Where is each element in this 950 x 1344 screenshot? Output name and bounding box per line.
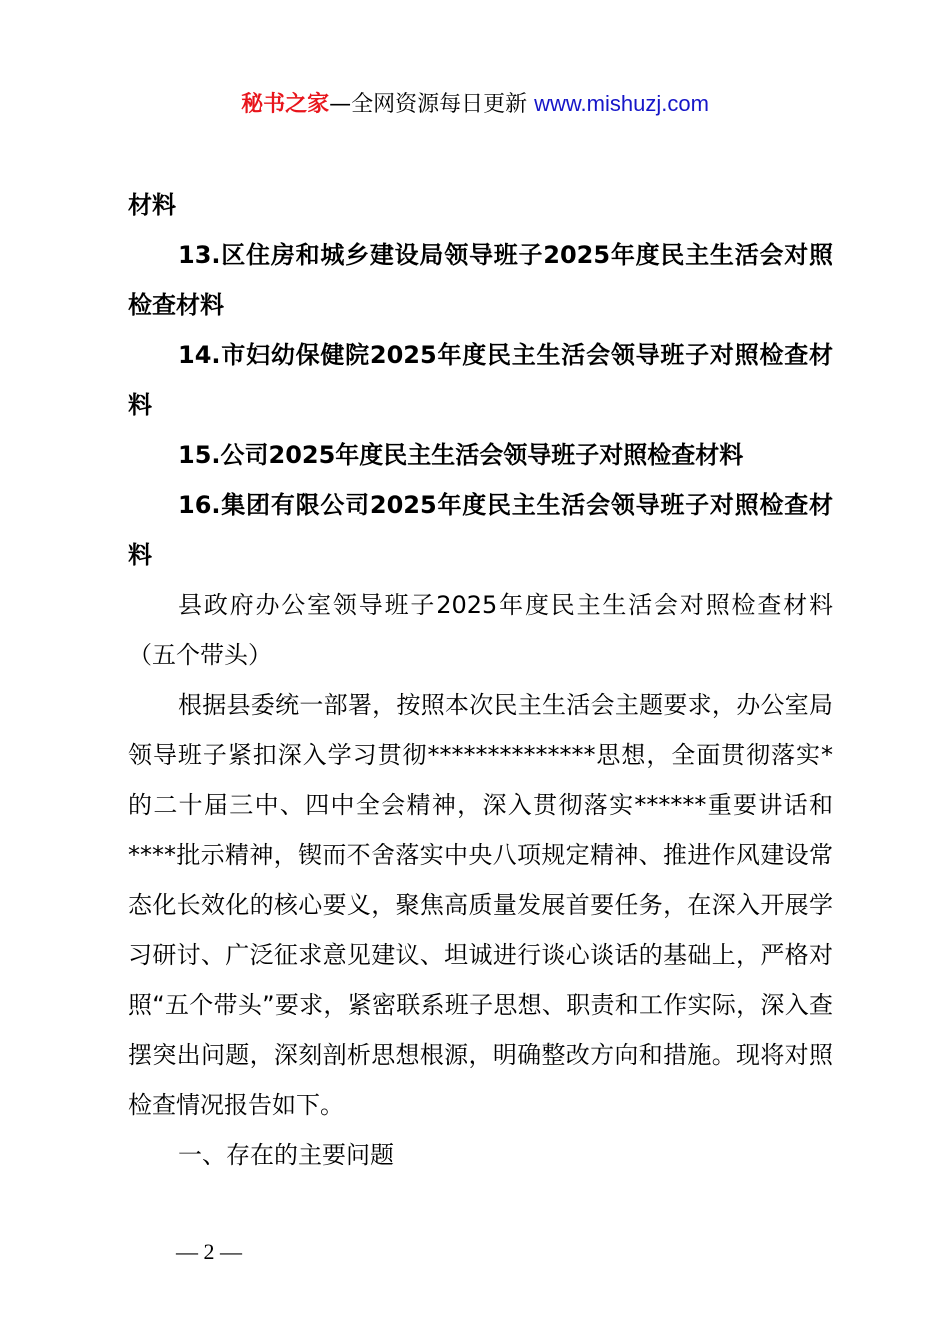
document-body bbox=[128, 180, 833, 1180]
document-title: 县政府办公室领导班子2025年度民主生活会对照检查材料（五个带头） bbox=[128, 591, 833, 669]
list-item-15: 15.公司2025年度民主生活会领导班子对照检查材料 bbox=[178, 441, 744, 469]
list-item-continued: 材料 bbox=[128, 191, 176, 219]
banner-tagline: —全网资源每日更新 bbox=[329, 92, 528, 117]
section-heading: 一、存在的主要问题 bbox=[178, 1141, 394, 1169]
site-url-link[interactable]: www.mishuzj.com bbox=[534, 91, 709, 116]
list-item-13: 13.区住房和城乡建设局领导班子2025年度民主生活会对照检查材料 bbox=[128, 241, 833, 319]
document-paragraph: 根据县委统一部署，按照本次民主生活会主题要求，办公室局领导班子紧扣深入学习贯彻**************思想，全面贯彻落实*的二十届三中、四中全会精神，深入贯彻落实******重要讲话和****批示精神，锲而不舍落实中央八项规定精神、推进作风建设常态化长效化的核心要义，聚焦高质量发展首要任务，在深入开展学习研讨、广泛征求意见建议、坦诚进行谈心谈话的基础上，严格对照“五个带头”要求，紧密联系班子思想、职责和工作实际，深入查摆突出问题，深刻剖析思想根源，明确整改方向和措施。现将对照检查情况报告如下。 bbox=[128, 691, 833, 1119]
brand-name: 秘书之家 bbox=[241, 92, 330, 117]
list-item-14: 14.市妇幼保健院2025年度民主生活会领导班子对照检查材料 bbox=[128, 341, 833, 419]
page-number: — 2 — bbox=[176, 1239, 242, 1264]
list-item-16: 16.集团有限公司2025年度民主生活会领导班子对照检查材料 bbox=[128, 491, 833, 569]
site-banner bbox=[0, 86, 950, 123]
